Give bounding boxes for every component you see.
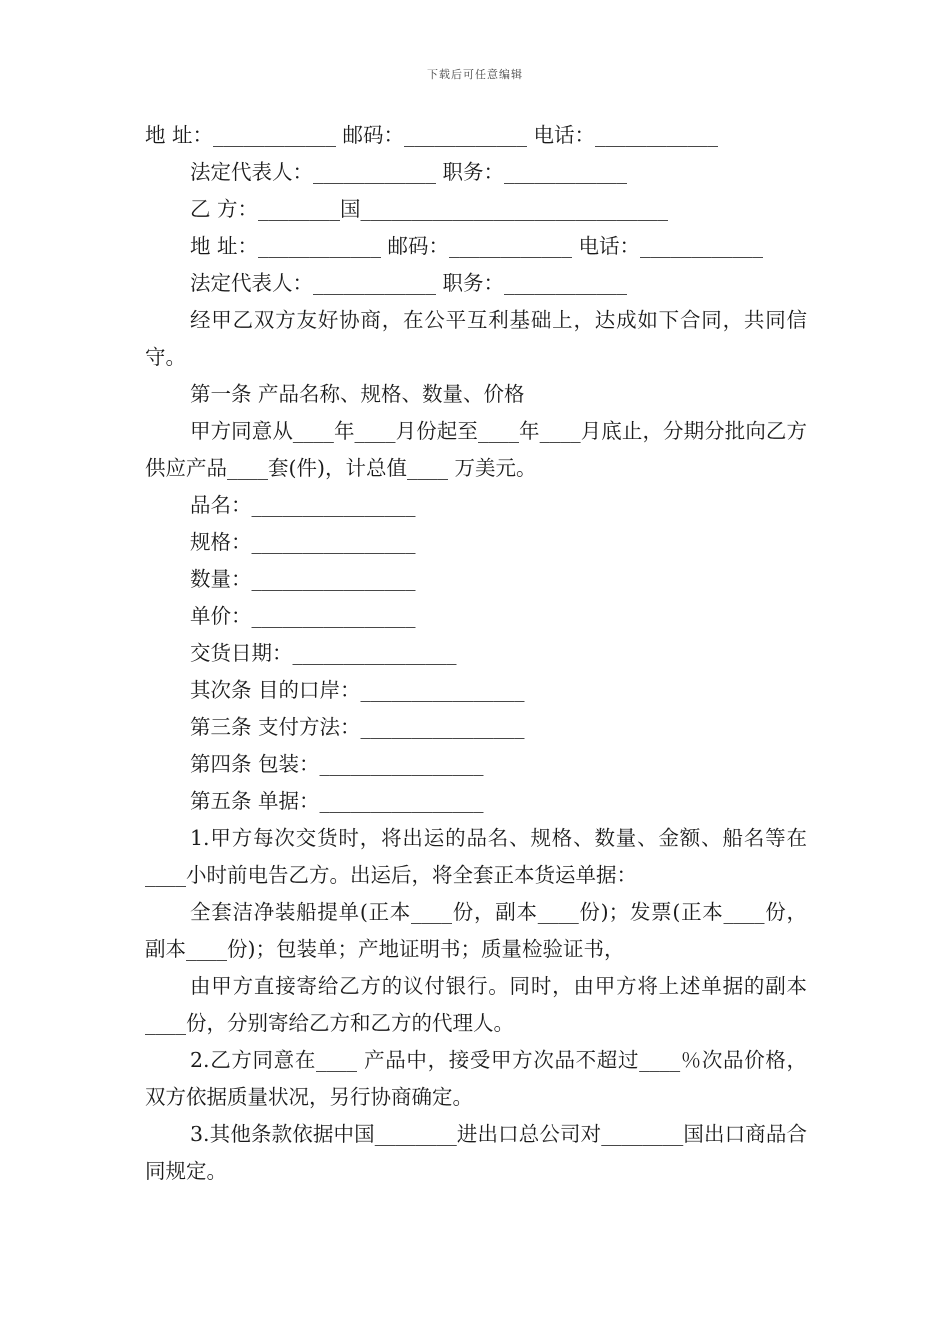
- clause-2: 2.乙方同意在____ 产品中，接受甲方次品不超过____％次品价格，双方依据质量状况，另行协商确定。: [145, 1048, 807, 1109]
- article-3-payment: 第三条 支付方法：________________: [190, 715, 525, 739]
- contract-body: [145, 117, 807, 1190]
- article-2-port: 其次条 目的口岸：________________: [190, 678, 525, 702]
- intro-paragraph: 经甲乙双方友好协商，在公平互利基础上，达成如下合同，共同信守。: [145, 308, 807, 369]
- article-1-title: 第一条 产品名称、规格、数量、价格: [190, 382, 525, 406]
- party-b-line: 乙 方：________国______________________________: [190, 197, 669, 221]
- clause-3: 3.其他条款依据中国________进出口总公司对________国出口商品合同规定。: [145, 1122, 807, 1183]
- party-b-representative-line: 法定代表人：____________ 职务：____________: [190, 271, 628, 295]
- field-product-name: 品名：________________: [190, 493, 416, 517]
- clause-1-documents: 全套洁净装船提单(正本____份，副本____份)；发票(正本____份，副本____份)；包装单；产地证明书；质量检验证书，: [145, 900, 807, 961]
- party-b-address-line: 地 址：____________ 邮码：____________ 电话：____________: [190, 234, 764, 258]
- field-unit-price: 单价：________________: [190, 604, 416, 628]
- article-5-documents: 第五条 单据：________________: [190, 789, 484, 813]
- field-delivery-date: 交货日期：________________: [190, 641, 457, 665]
- article-1-text: 甲方同意从____年____月份起至____年____月底止，分期分批向乙方供应产品____套(件)，计总值____ 万美元。: [145, 419, 807, 480]
- clause-1: 1.甲方每次交货时，将出运的品名、规格、数量、金额、船名等在____小时前电告乙方。出运后，将全套正本货运单据：: [145, 826, 807, 887]
- clause-1-bank: 由甲方直接寄给乙方的议付银行。同时，由甲方将上述单据的副本____份，分别寄给乙方和乙方的代理人。: [145, 974, 807, 1035]
- field-specification: 规格：________________: [190, 530, 416, 554]
- field-quantity: 数量：________________: [190, 567, 416, 591]
- party-a-representative-line: 法定代表人：____________ 职务：____________: [190, 160, 628, 184]
- party-a-address-line: 地 址：____________ 邮码：____________ 电话：____________: [145, 123, 719, 147]
- header-note: 下载后可任意编辑: [427, 68, 523, 81]
- article-4-packaging: 第四条 包装：________________: [190, 752, 484, 776]
